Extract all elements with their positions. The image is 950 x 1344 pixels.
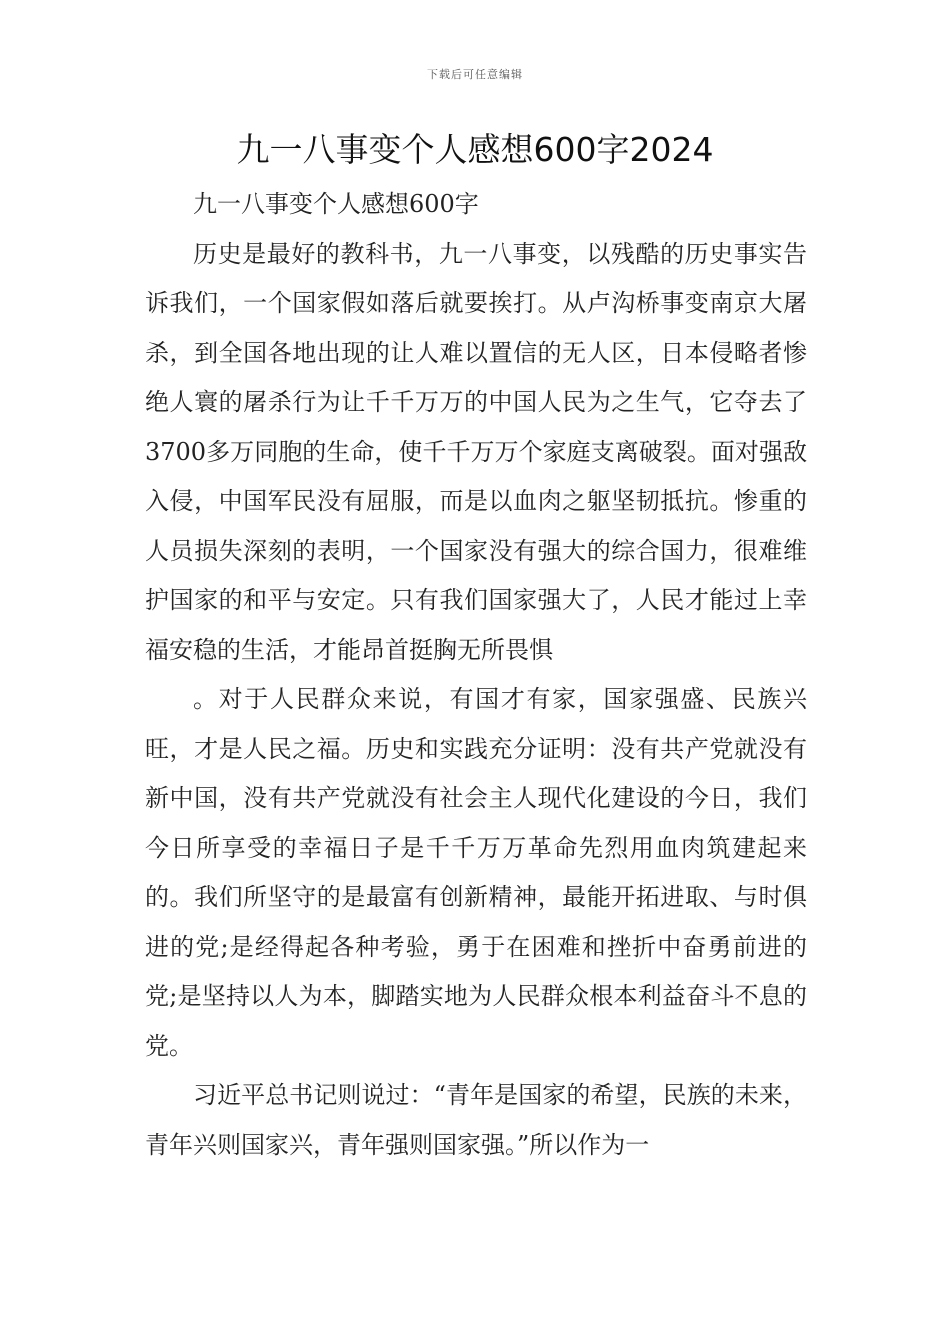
document-body [145,180,807,1170]
paragraph-1: 历史是最好的教科书，九一八事变，以残酷的历史事实告诉我们，一个国家假如落后就要挨打。从卢沟桥事变南京大屠杀，到全国各地出现的让人难以置信的无人区，日本侵略者惨绝人寰的屠杀行为让千千万万的中国人民为之生气，它夺去了3700多万同胞的生命，使千千万万个家庭支离破裂。面对强敌入侵，中国军民没有屈服，而是以血肉之躯坚韧抵抗。惨重的人员损失深刻的表明，一个国家没有强大的综合国力，很难维护国家的和平与安定。只有我们国家强大了，人民才能过上幸福安稳的生活，才能昂首挺胸无所畏惧 [145,239,807,664]
paragraph-2: 。对于人民群众来说，有国才有家，国家强盛、民族兴旺，才是人民之福。历史和实践充分证明：没有共产党就没有新中国，没有共产党就没有社会主人现代化建设的今日，我们今日所享受的幸福日子是千千万万革命先烈用血肉筑建起来的。我们所坚守的是最富有创新精神，最能开拓进取、与时俱进的党;是经得起各种考验，勇于在困难和挫折中奋勇前进的党;是坚持以人为本，脚踏实地为人民群众根本利益奋斗不息的党。 [145,685,807,1060]
download-note: 下载后可任意编辑 [427,68,523,81]
document-title: 九一八事变个人感想600字2024 [236,130,714,169]
subtitle-line: 九一八事变个人感想600字 [193,190,479,218]
paragraph-3: 习近平总书记则说过：“青年是国家的希望，民族的未来，青年兴则国家兴，青年强则国家强。”所以作为一 [145,1081,807,1159]
